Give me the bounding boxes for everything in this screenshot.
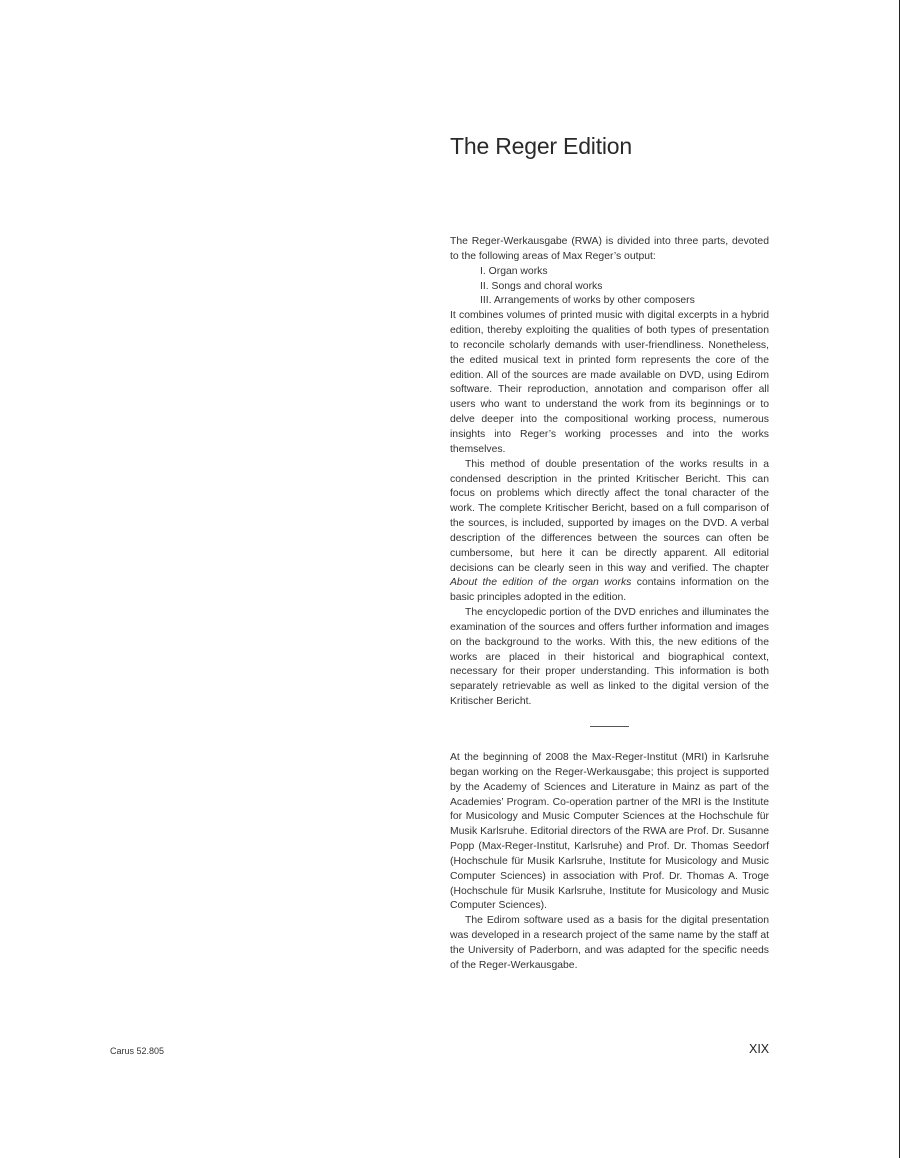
encyclopedic-paragraph: The encyclopedic portion of the DVD enriches and illuminates the examination of the sources and offers further information and images on the background to the works. With this, the new editions of the works are placed in their historical and biographical context, necessary for their proper understanding. This information is both separately retrievable as well as linked to the digital version of the Kritischer Bericht. bbox=[450, 607, 769, 708]
hybrid-edition-paragraph: It combines volumes of printed music with digital excerpts in a hybrid edition, thereby exploiting the qualities of both types of presentation to reconcile scholarly demands with user-friendliness. Nonetheless, the edited musical text in printed form represents the core of the edition. All of the sources are made available on DVD, using Edirom software. Their reproduction, annotation and comparison offer all users who want to understand the work from its beginnings or to delve deeper into the compositional working process, numerous insights into Reger’s working processes and into the works themselves. bbox=[450, 310, 769, 455]
edirom-paragraph: The Edirom software used as a basis for the digital presentation was developed in a research project of the same name by the staff at the University of Paderborn, and was adapted for the specific needs of the Reger-Werkausgabe. bbox=[450, 915, 769, 971]
section-edition-structure bbox=[450, 235, 769, 710]
section-project-info bbox=[450, 751, 769, 974]
list-item: II. Songs and choral works bbox=[480, 280, 603, 292]
catalog-number: Carus 52.805 bbox=[110, 1046, 165, 1056]
intro-paragraph: The Reger-Werkausgabe (RWA) is divided into three parts, devoted to the following areas of Max Reger’s output: bbox=[450, 236, 769, 262]
page-number: XIX bbox=[749, 1042, 770, 1056]
section-divider bbox=[590, 726, 629, 727]
paragraph-text: This method of double presentation of the works results in a condensed description in the printed Kritischer Bericht. This can focus on problems which directly affect the tonal character of the work. The complete Kritischer Bericht, based on a full comparison of the sources, is included, supported by images on the DVD. A verbal description of the differences between the sources can often be cumbersome, but here it can be directly apparent. All editorial decisions can be clearly seen in this way and verified. The chapter bbox=[450, 458, 769, 574]
page-title: The Reger Edition bbox=[450, 133, 632, 159]
list-item: I. Organ works bbox=[480, 265, 548, 277]
list-item: III. Arrangements of works by other composers bbox=[480, 295, 695, 307]
parts-list bbox=[450, 265, 769, 310]
chapter-reference: About the edition of the organ works bbox=[450, 577, 632, 589]
double-presentation-paragraph bbox=[450, 458, 769, 606]
paragraph-text: contains information on the basic principles adopted in the edition. bbox=[450, 577, 770, 604]
project-paragraph: At the beginning of 2008 the Max-Reger-Institut (MRI) in Karlsruhe began working on the Reger-Werkausgabe; this project is supported by the Academy of Sciences and Literature in Mainz as part of the Academies’ Program. Co-operation partner of the MRI is the Institute for Musicology and Music Computer Sciences at the Hochschule für Musik Karlsruhe. Editorial directors of the RWA are Prof. Dr. Susanne Popp (Max-Reger-Institut, Karlsruhe) and Prof. Dr. Thomas Seedorf (Hochschule für Musik Karlsruhe, Institute for Musicology and Music Computer Sciences) in association with Prof. Dr. Thomas A. Troge (Hochschule für Musik Karlsruhe, Institute for Musicology and Music Computer Sciences). bbox=[450, 752, 769, 912]
